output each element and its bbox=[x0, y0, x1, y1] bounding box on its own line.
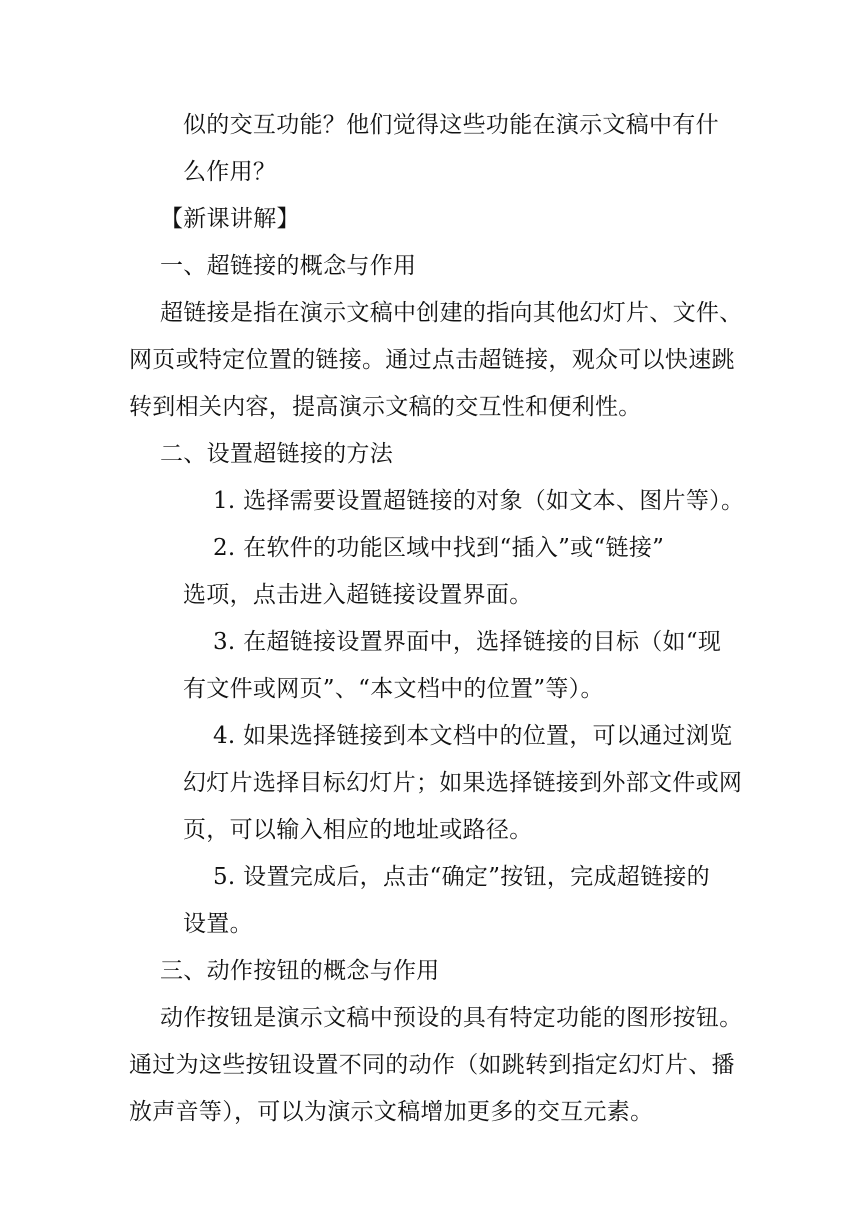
step-line: 5. 设置完成后，点击“确定”按钮，完成超链接的 bbox=[213, 864, 710, 890]
step-line: 2. 在软件的功能区域中找到“插入”或“链接” bbox=[213, 535, 665, 561]
paragraph-line: 超链接是指在演示文稿中创建的指向其他幻灯片、文件、 bbox=[160, 300, 743, 326]
paragraph-line: 放声音等），可以为演示文稿增加更多的交互元素。 bbox=[129, 1099, 654, 1125]
step-line: 1. 选择需要设置超链接的对象（如文本、图片等）。 bbox=[213, 488, 745, 514]
step-line: 设置。 bbox=[183, 911, 253, 937]
step-line: 4. 如果选择链接到本文档中的位置，可以通过浏览 bbox=[213, 723, 733, 749]
step-line: 页，可以输入相应的地址或路径。 bbox=[183, 817, 533, 843]
step-line: 选项，点击进入超链接设置界面。 bbox=[183, 582, 533, 608]
section-heading: 三、动作按钮的概念与作用 bbox=[160, 958, 440, 984]
paragraph-line: 动作按钮是演示文稿中预设的具有特定功能的图形按钮。 bbox=[160, 1005, 743, 1031]
intro-text-line: 似的交互功能？他们觉得这些功能在演示文稿中有什 bbox=[183, 112, 719, 138]
paragraph-line: 通过为这些按钮设置不同的动作（如跳转到指定幻灯片、播 bbox=[129, 1052, 735, 1078]
section-label: 【新课讲解】 bbox=[160, 206, 300, 232]
paragraph-line: 网页或特定位置的链接。通过点击超链接，观众可以快速跳 bbox=[129, 347, 735, 373]
section-heading: 一、超链接的概念与作用 bbox=[160, 253, 417, 279]
intro-text-line: 么作用？ bbox=[183, 159, 277, 185]
paragraph-line: 转到相关内容，提高演示文稿的交互性和便利性。 bbox=[129, 394, 642, 420]
section-heading: 二、设置超链接的方法 bbox=[160, 441, 393, 467]
step-line: 幻灯片选择目标幻灯片；如果选择链接到外部文件或网 bbox=[183, 770, 743, 796]
step-line: 3. 在超链接设置界面中，选择链接的目标（如“现 bbox=[213, 629, 722, 655]
step-line: 有文件或网页”、“本文档中的位置”等）。 bbox=[183, 676, 604, 702]
